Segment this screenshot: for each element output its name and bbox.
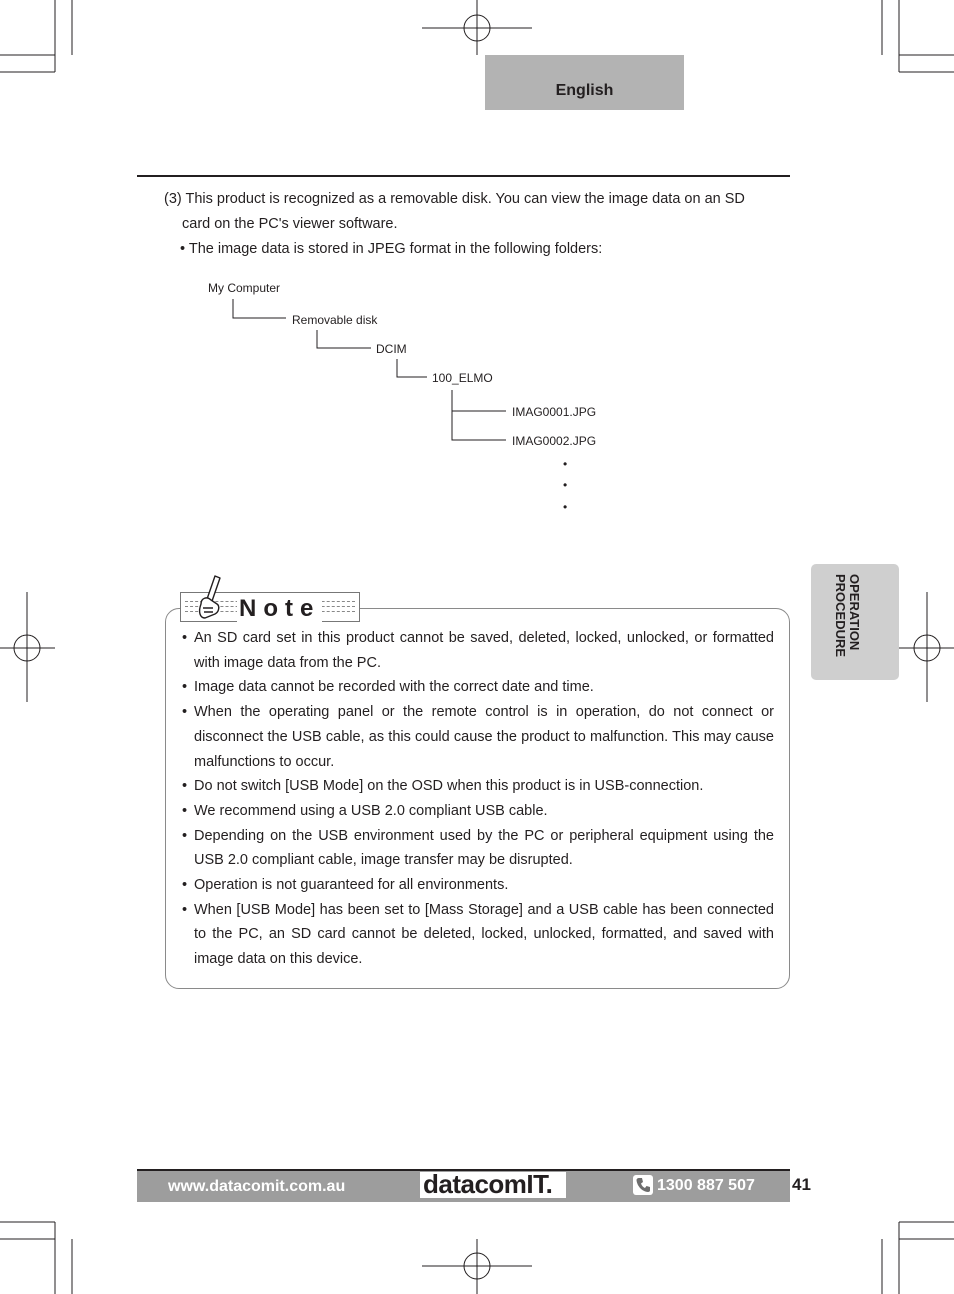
datacomit-logo-text: datacomIT. (423, 1169, 553, 1199)
tree-dcim: DCIM (376, 342, 407, 356)
tree-my-computer: My Computer (208, 281, 281, 295)
note-list (182, 626, 774, 972)
phone-icon (633, 1175, 653, 1195)
note-item: • Operation is not guaranteed for all environments. (182, 873, 774, 898)
footer-url[interactable]: www.datacomit.com.au (168, 1178, 346, 1195)
datacomit-logo (420, 1169, 566, 1199)
tree-100-elmo: 100_ELMO (432, 371, 493, 385)
tree-ellipsis-dot: • (563, 500, 568, 514)
note-item: • We recommend using a USB 2.0 compliant USB cable. (182, 799, 774, 824)
note-item: • Depending on the USB environment used by the PC or peripheral equipment using the USB 2.0 compliant cable, image transfer may be disrupted. (182, 824, 774, 873)
tree-file: IMAG0002.JPG (512, 434, 597, 448)
note-item: • When [USB Mode] has been set to [Mass Storage] and a USB cable has been connected to the PC, an SD card cannot be deleted, locked, unlocked, formatted, and saved with image data on this device. (182, 898, 774, 972)
section-side-label: OPERATION PROCEDURE (833, 574, 862, 658)
tree-file: IMAG0001.JPG (512, 405, 597, 419)
folder-tree-lines (0, 0, 954, 560)
footer-phone: 1300 887 507 (657, 1177, 755, 1194)
intro-bullet: • The image data is stored in JPEG format in the following folders: (180, 241, 603, 257)
intro-line-2: card on the PC's viewer software. (182, 216, 398, 232)
note-item: • When the operating panel or the remote control is in operation, do not connect or disconnect the USB cable, as this could cause the product to malfunction. This may cause malfunctions to occur. (182, 700, 774, 774)
language-label: English (555, 82, 614, 99)
note-item: • Do not switch [USB Mode] on the OSD when this product is in USB-connection. (182, 774, 774, 799)
section-side-tab (811, 564, 899, 680)
tree-ellipsis-dot: • (563, 478, 568, 492)
tree-ellipsis-dot: • (563, 457, 568, 471)
intro-line-1: (3) This product is recognized as a removable disk. You can view the image data on an SD (164, 191, 745, 207)
page-number: 41 (792, 1175, 811, 1194)
pencil-hand-icon (193, 574, 229, 622)
note-title: Note (239, 595, 321, 622)
tree-removable-disk: Removable disk (292, 313, 378, 327)
note-item: • An SD card set in this product cannot be saved, deleted, locked, unlocked, or formatted with image data from the PC. (182, 626, 774, 675)
note-item: • Image data cannot be recorded with the correct date and time. (182, 675, 774, 700)
